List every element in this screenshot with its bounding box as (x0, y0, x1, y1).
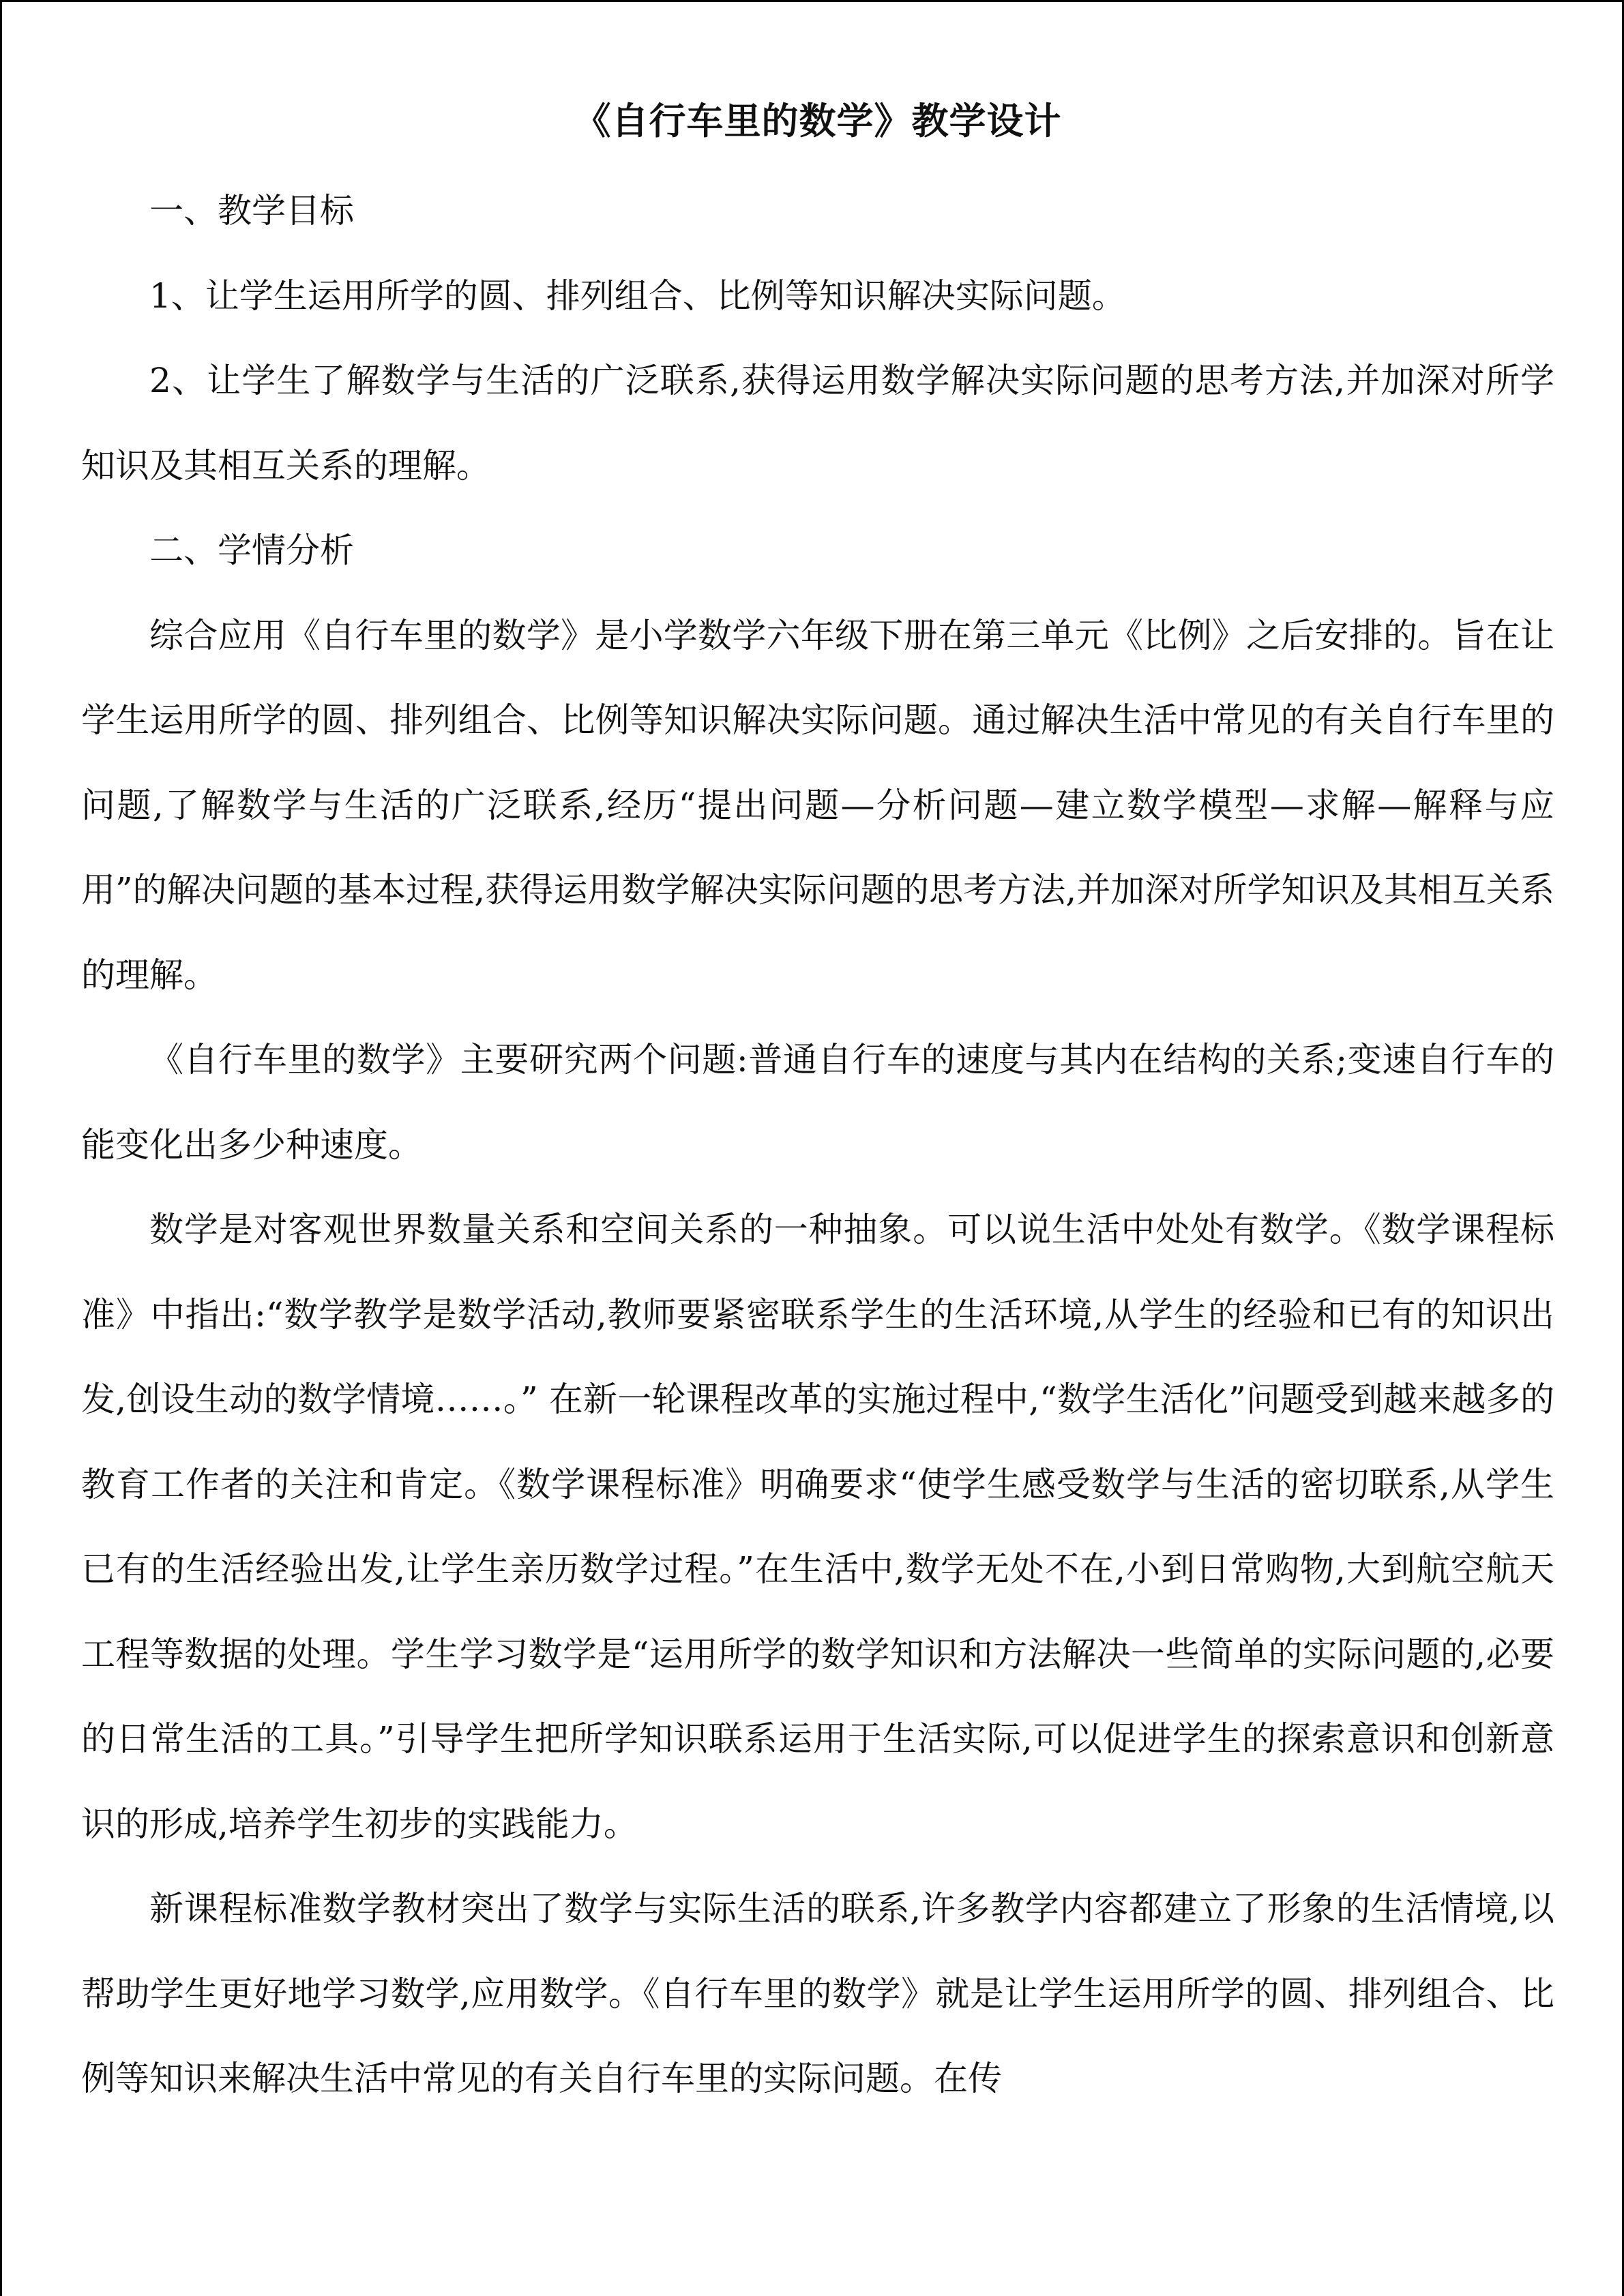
body-paragraph: 综合应用《自行车里的数学》是小学数学六年级下册在第三单元《比例》之后安排的。旨在让学生运用所学的圆、排列组合、比例等知识解决实际问题。通过解决生活中常见的有关自行车里的问题,了解数学与生活的广泛联系,经历“提出问题—分析问题—建立数学模型—求解—解释与应用”的解决问题的基本过程,获得运用数学解决实际问题的思考方法,并加深对所学知识及其相互关系的理解。 (81, 615, 1554, 995)
body-paragraph: 数学是对客观世界数量关系和空间关系的一种抽象。可以说生活中处处有数学。《数学课程标准》中指出:“数学教学是数学活动,教师要紧密联系学生的生活环境,从学生的经验和已有的知识出发,创设生动的数学情境……。” 在新一轮课程改革的实施过程中,“数学生活化”问题受到越来越多的教育工作者的关注和肯定。《数学课程标准》明确要求“使学生感受数学与生活的密切联系,从学生已有的生活经验出发,让学生亲历数学过程。”在生活中,数学无处不在,小到日常购物,大到航空航天工程等数据的处理。学生学习数学是“运用所学的数学知识和方法解决一些简单的实际问题的,必要的日常生活的工具。”引导学生把所学知识联系运用于生活实际,可以促进学生的探索意识和创新意识的形成,培养学生初步的实践能力。 (81, 1210, 1554, 1844)
body-paragraph: 新课程标准数学教材突出了数学与实际生活的联系,许多教学内容都建立了形象的生活情境,以帮助学生更好地学习数学,应用数学。《自行车里的数学》就是让学生运用所学的圆、排列组合、比例等知识来解决生活中常见的有关自行车里的实际问题。在传 (81, 1889, 1554, 2098)
objective-item-2: 2、让学生了解数学与生活的广泛联系,获得运用数学解决实际问题的思考方法,并加深对所学知识及其相互关系的理解。 (81, 361, 1554, 486)
document-body (81, 96, 1554, 2121)
document-title: 《自行车里的数学》教学设计 (574, 100, 1062, 143)
objective-item-1: 1、让学生运用所学的圆、排列组合、比例等知识解决实际问题。 (149, 275, 1126, 316)
section-heading-objectives: 一、教学目标 (149, 191, 354, 230)
body-paragraph: 《自行车里的数学》主要研究两个问题:普通自行车的速度与其内在结构的关系;变速自行车的能变化出多少种速度。 (81, 1040, 1554, 1165)
section-heading-analysis: 二、学情分析 (149, 531, 354, 570)
